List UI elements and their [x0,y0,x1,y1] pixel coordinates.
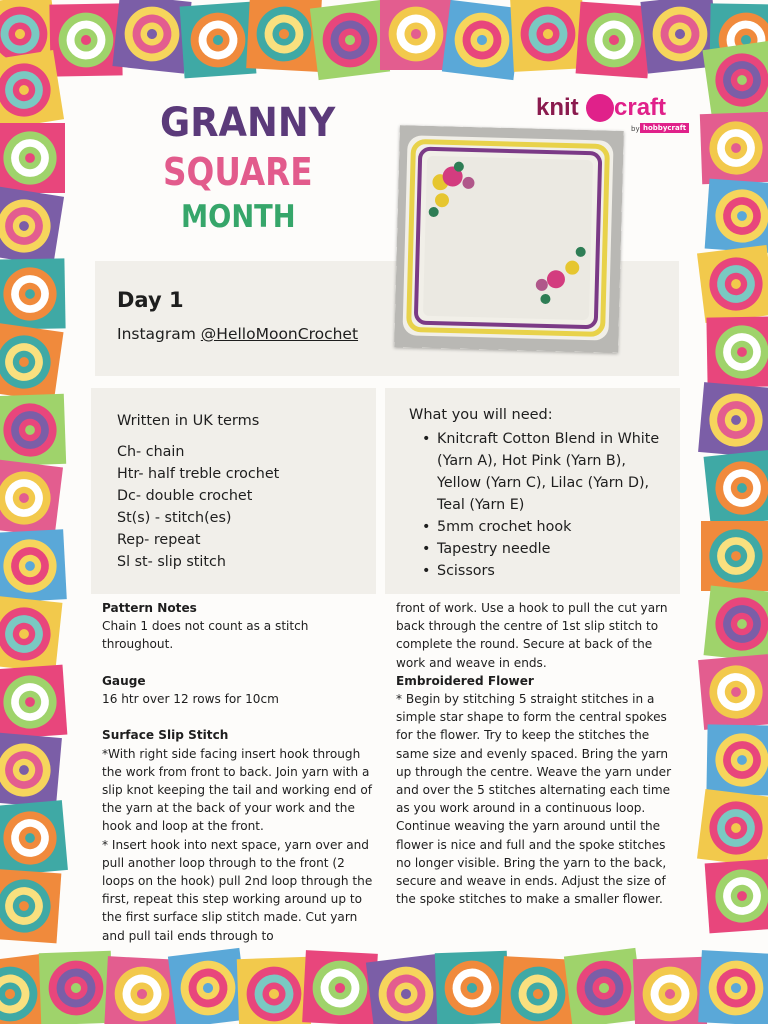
granny-square-tile [366,954,446,1024]
granny-square-tile [0,50,64,130]
granny-square-tile [0,529,67,603]
surface-slip-stitch-continued: front of work. Use a hook to pull the cut yarn back through the centre of 1st slip stitch to complete the round. Secure at back of the work and weave in ends. [396,601,668,670]
granny-square-tile [302,950,378,1024]
instagram-handle-link[interactable]: @HelloMoonCrochet [200,325,359,343]
abbreviation-item: Sl st- slip stitch [117,554,226,570]
granny-square-tile [442,0,522,80]
materials-item: • Knitcraft Cotton Blend in White (Yarn A), Hot Pink (Yarn B), Yellow (Yarn C), Lilac (Yarn D), Teal (Yarn E) [409,428,674,516]
granny-square-tile [500,956,576,1024]
granny-square-tile [510,0,586,72]
embroidered-flower-heading: Embroidered Flower [396,673,534,688]
granny-square-tile [706,316,768,387]
granny-square-tile [701,521,768,591]
granny-square-tile [564,948,644,1024]
materials-item: • Scissors [409,560,674,582]
yarn-ball-icon [586,94,614,122]
granny-square-tile [0,869,61,944]
granny-square-tile [705,859,768,934]
granny-square-tile [237,957,311,1024]
granny-square-tile [704,450,768,527]
title-granny: GRANNY [160,100,336,146]
granny-square-photo [394,125,624,353]
granny-square-tile [39,951,113,1024]
day-title: Day 1 [117,288,184,312]
pattern-right-column [396,599,674,908]
granny-square-tile [0,596,62,673]
materials-item: • Tapestry needle [409,538,674,560]
materials-item: • 5mm crochet hook [409,516,674,538]
granny-square-tile [104,956,180,1024]
granny-square-tile [380,0,452,70]
abbreviation-item: Rep- repeat [117,532,201,548]
written-terms-title: Written in UK terms [117,413,260,429]
granny-square-tile [697,789,768,867]
granny-square-tile [0,732,62,808]
abbreviation-item: Ch- chain [117,444,185,460]
granny-square-tile [168,948,248,1024]
materials-title: What you will need: [409,407,553,423]
gauge-heading: Gauge [102,673,146,688]
abbreviation-item: Dc- double crochet [117,488,253,504]
logo-craft-text: craft [614,94,667,121]
granny-square-tile [435,951,509,1024]
abbreviation-item: St(s) - stitch(es) [117,510,232,526]
abbreviation-item: Htr- half treble crochet [117,466,280,482]
granny-square-tile [310,0,390,80]
granny-square-tile [180,2,257,79]
granny-square-tile [698,382,768,458]
granny-square-tile [706,724,768,795]
logo-by-text: by [631,125,640,133]
logo-hobbycraft-text: hobbycraft [640,123,689,133]
granny-square-tile [704,586,768,663]
granny-square-tile [0,665,67,740]
instagram-label: Instagram [117,325,201,343]
granny-square-tile [112,0,191,74]
surface-slip-stitch-heading: Surface Slip Stitch [102,728,229,743]
granny-square-tile [576,2,653,79]
pattern-notes-heading: Pattern Notes [102,601,197,615]
granny-square-tile [0,394,66,466]
gauge-text: 16 htr over 12 rows for 10cm [102,692,279,706]
logo-knit-text: knit [536,94,579,121]
title-month: MONTH [181,199,296,235]
granny-square-tile [702,40,768,119]
granny-square-tile [698,950,768,1024]
title-square: SQUARE [163,150,313,194]
surface-slip-stitch-para1: *With right side facing insert hook through the work from front to back. Join yarn with a slip knot keeping the tail and working end of the yarn at the back of your work and the hook and loop at the front. [102,746,372,834]
abbreviation-list [117,441,279,573]
instagram-line [117,325,358,343]
granny-square-tile [0,322,64,401]
materials-list [409,428,674,582]
pattern-notes-text: Chain 1 does not count as a stitch throughout. [102,619,309,652]
pattern-left-column [102,599,380,945]
granny-square-tile [698,654,768,730]
granny-square-tile [633,957,707,1024]
granny-square-tile [0,800,68,876]
granny-square-tile [700,112,768,184]
granny-square-tile [0,186,64,266]
granny-square-tile [697,245,768,323]
granny-square-tile [49,3,122,76]
granny-square-tile [0,459,63,537]
granny-square-tile [0,258,66,329]
surface-slip-stitch-para2: * Insert hook into next space, yarn over and pull another loop through to the front (2 loops on the hook) pull 2nd loop through the first, repeat this step working around up to the first surface slip stitch made. Cut yarn and pull tail ends through to [102,837,373,943]
granny-square-tile [705,179,768,254]
granny-square-tile [0,123,65,193]
embroidered-flower-text: * Begin by stitching 5 straight stitches in a simple star shape to form the central spokes for the flower. Try to keep the stitches the same size and evenly spaced. Bring the yarn up through the centre. Weave the yarn under and over the 5 stitches alternating each time as you work around in a continuous loop. Continue weaving the yarn around until the flower is nice and full and the spoke stitches no longer visible. Bring the yarn to the back, secure and weave in ends. Adjust the size of the spoke stitches to make a smaller flower. [396,692,672,907]
